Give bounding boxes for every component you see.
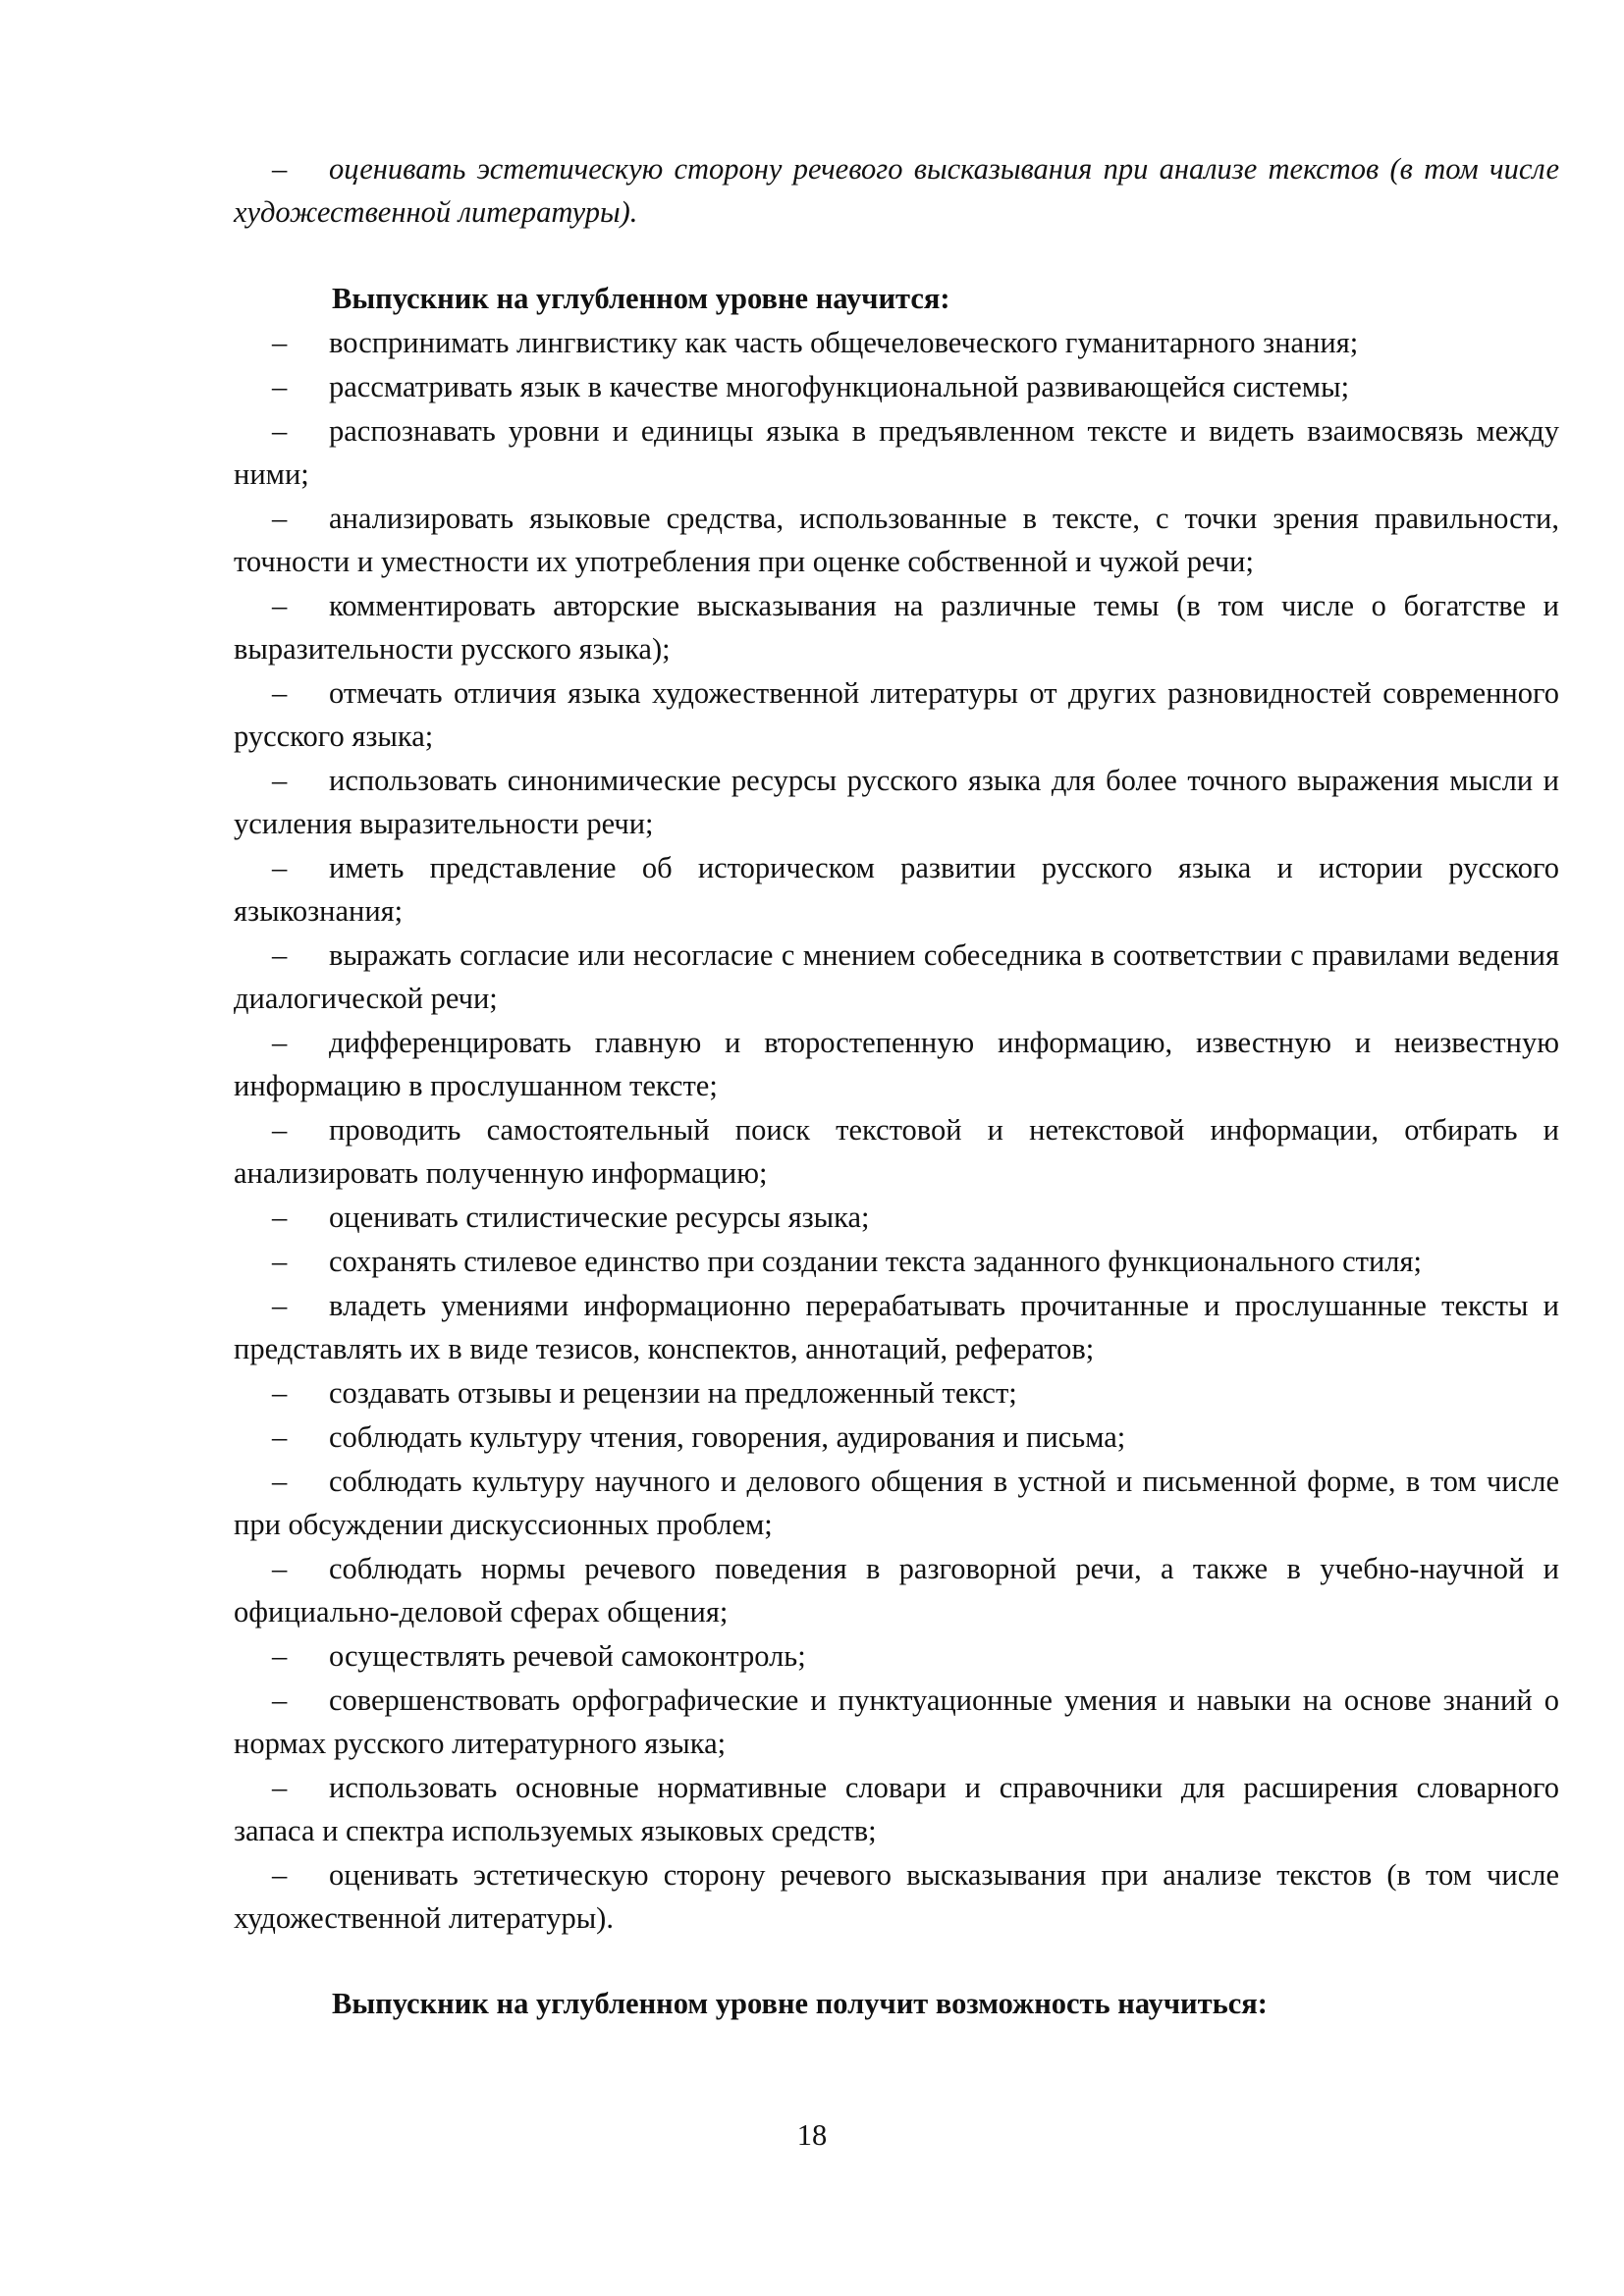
list-item: [234, 671, 1559, 758]
list-dash: –: [272, 370, 288, 403]
list-dash: –: [272, 152, 288, 186]
list-dash: –: [272, 1858, 288, 1892]
list-item-intro: [234, 147, 1559, 234]
list-item-text: проводить самостоятельный поиск текстовой и нетекстовой информации, отбирать и анализировать полученную информацию;: [234, 1113, 1559, 1190]
list-item: [234, 1371, 1559, 1415]
list-item-text: анализировать языковые средства, использованные в тексте, с точки зрения правильности, точности и уместности их употребления при оценке собственной и чужой речи;: [234, 502, 1559, 578]
list-item: [234, 846, 1559, 933]
list-dash: –: [272, 938, 288, 972]
document-page: [234, 147, 1559, 2025]
list-item-text: отмечать отличия языка художественной литературы от других разновидностей современного русского языка;: [234, 676, 1559, 753]
list-item: [234, 1547, 1559, 1633]
list-dash: –: [272, 1376, 288, 1410]
section-heading-opportunity: Выпускник на углубленном уровне получит возможность научиться:: [332, 1987, 1268, 2020]
list-item-text: использовать основные нормативные словари и справочники для расширения словарного запаса и спектра используемых языковых средств;: [234, 1771, 1559, 1847]
list-dash: –: [272, 1026, 288, 1059]
list-item-text: выражать согласие или несогласие с мнением собеседника в соответствии с правилами ведения диалогической речи;: [234, 938, 1559, 1015]
list-item-text: воспринимать лингвистику как часть общечеловеческого гуманитарного знания;: [329, 326, 1359, 359]
list-dash: –: [272, 1420, 288, 1454]
list-dash: –: [272, 502, 288, 535]
list-item-text: комментировать авторские высказывания на различные темы (в том числе о богатстве и выразительности русского языка);: [234, 589, 1559, 666]
list-item-text: соблюдать культуру чтения, говорения, аудирования и письма;: [329, 1420, 1126, 1454]
list-item: [234, 1679, 1559, 1765]
list-dash: –: [272, 589, 288, 622]
list-item: [234, 1634, 1559, 1678]
list-item: [234, 1240, 1559, 1283]
list-item: [234, 1766, 1559, 1852]
list-dash: –: [272, 1289, 288, 1322]
list-item-text: иметь представление об историческом развитии русского языка и истории русского языкознания;: [234, 851, 1559, 928]
list-item: [234, 759, 1559, 845]
list-item-text: совершенствовать орфографические и пунктуационные умения и навыки на основе знаний о нормах русского литературного языка;: [234, 1683, 1559, 1760]
list-dash: –: [272, 1552, 288, 1585]
list-dash: –: [272, 851, 288, 884]
list-item: [234, 1108, 1559, 1195]
list-item-text: оценивать стилистические ресурсы языка;: [329, 1201, 870, 1234]
list-dash: –: [272, 1465, 288, 1498]
section-heading: Выпускник на углубленном уровне научится:: [332, 282, 950, 315]
list-dash: –: [272, 1683, 288, 1717]
list-item: [234, 1415, 1559, 1459]
list-item-text: осуществлять речевой самоконтроль;: [329, 1639, 806, 1673]
list-item-text: использовать синонимические ресурсы русского языка для более точного выражения мысли и усиления выразительности речи;: [234, 764, 1559, 840]
list-dash: –: [272, 1201, 288, 1234]
list-item: [234, 1196, 1559, 1239]
list-item: [234, 584, 1559, 670]
list-item-text: соблюдать нормы речевого поведения в разговорной речи, а также в учебно-научной и официально-деловой сферах общения;: [234, 1552, 1559, 1629]
list-dash: –: [272, 1113, 288, 1147]
list-item-text: соблюдать культуру научного и делового общения в устной и письменной форме, в том числе при обсуждении дискуссионных проблем;: [234, 1465, 1559, 1541]
list-dash: –: [272, 1245, 288, 1278]
list-item: [234, 365, 1559, 408]
list-item: [234, 1021, 1559, 1107]
list-item-text: оценивать эстетическую сторону речевого высказывания при анализе текстов (в том числе художественной литературы).: [234, 152, 1559, 229]
list-dash: –: [272, 326, 288, 359]
outcomes-list: [234, 321, 1559, 1940]
list-dash: –: [272, 676, 288, 710]
list-item-text: рассматривать язык в качестве многофункциональной развивающейся системы;: [329, 370, 1350, 403]
list-item: [234, 934, 1559, 1020]
page-number: 18: [796, 2118, 828, 2152]
list-item-text: создавать отзывы и рецензии на предложенный текст;: [329, 1376, 1017, 1410]
list-item: [234, 497, 1559, 583]
list-item: [234, 1284, 1559, 1370]
list-item-text: сохранять стилевое единство при создании текста заданного функционального стиля;: [329, 1245, 1423, 1278]
list-item: [234, 409, 1559, 496]
list-item-text: распознавать уровни и единицы языка в предъявленном тексте и видеть взаимосвязь между ними;: [234, 414, 1559, 491]
list-dash: –: [272, 1771, 288, 1804]
list-item-text: дифференцировать главную и второстепенную информацию, известную и неизвестную информацию в прослушанном тексте;: [234, 1026, 1559, 1102]
list-dash: –: [272, 764, 288, 797]
list-dash: –: [272, 414, 288, 448]
list-item: [234, 1853, 1559, 1940]
list-item: [234, 1460, 1559, 1546]
list-item-text: оценивать эстетическую сторону речевого высказывания при анализе текстов (в том числе художественной литературы).: [234, 1858, 1559, 1935]
list-dash: –: [272, 1639, 288, 1673]
list-item: [234, 321, 1559, 364]
list-item-text: владеть умениями информационно перерабатывать прочитанные и прослушанные тексты и представлять их в виде тезисов, конспектов, аннотаций, рефератов;: [234, 1289, 1559, 1365]
